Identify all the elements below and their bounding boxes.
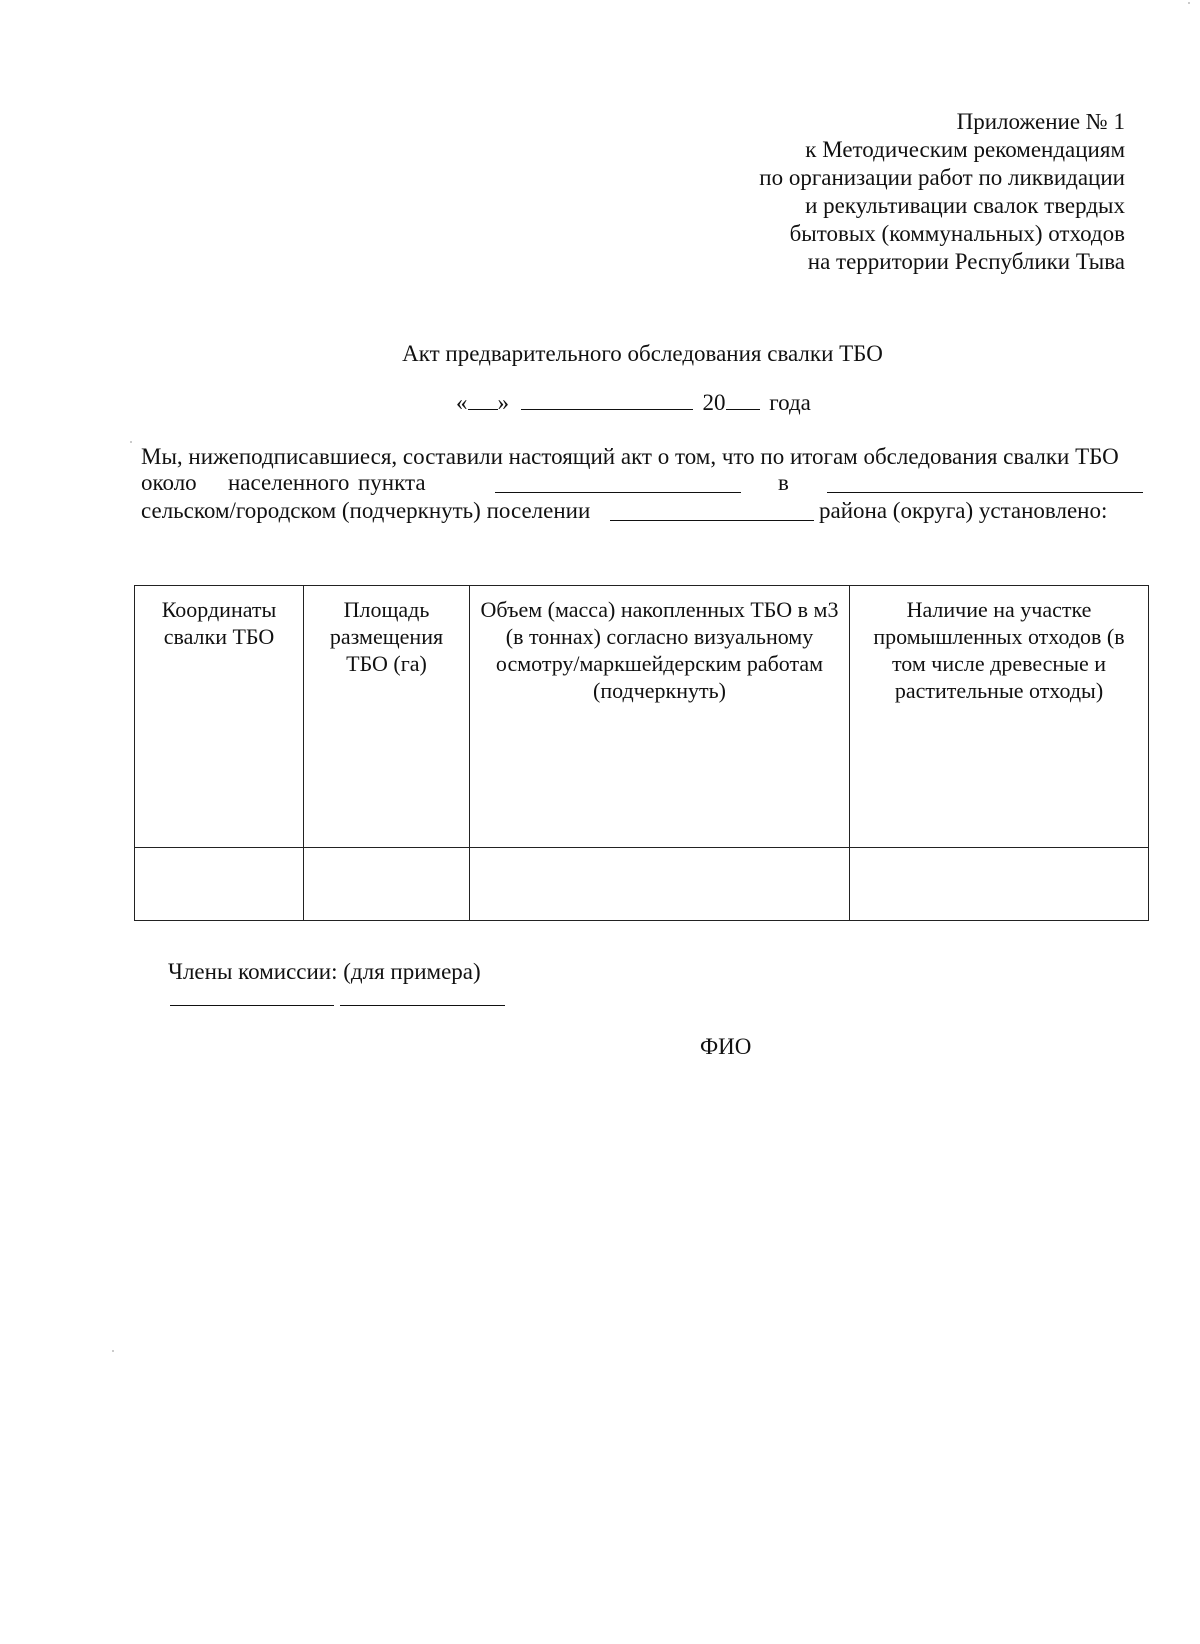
header-area: Площадь размещения ТБО (га): [304, 586, 470, 848]
scan-speck: [1188, 2, 1190, 4]
word-naselennogo: населенного: [228, 470, 350, 495]
appendix-line: к Методическим рекомендациям: [805, 137, 1125, 162]
settlement-blank: [495, 472, 741, 493]
header-coordinates: Координаты свалки ТБО: [135, 586, 304, 848]
cell-area[interactable]: [304, 848, 470, 921]
header-industrial-waste: Наличие на участке промышленных отходов (в том числе древесные и растительные отходы): [850, 586, 1149, 848]
appendix-line: по организации работ по ликвидации: [759, 165, 1125, 190]
survey-table: [134, 585, 1149, 921]
appendix-header: [525, 108, 1125, 276]
cell-industrial-waste[interactable]: [850, 848, 1149, 921]
district-text: района (округа) установлено:: [819, 498, 1108, 523]
appendix-line: бытовых (коммунальных) отходов: [789, 221, 1125, 246]
cell-volume[interactable]: [470, 848, 850, 921]
body-line-1: Мы, нижеподписавшиеся, составили настоящий акт о том, что по итогам обследования свалки ТБО: [141, 444, 1119, 469]
signature-line[interactable]: [340, 1005, 505, 1006]
cell-coordinates[interactable]: [135, 848, 304, 921]
signature-line[interactable]: [170, 1005, 334, 1006]
word-v: в: [778, 470, 789, 495]
word-okolo: около: [141, 470, 197, 495]
close-quote: »: [497, 390, 509, 415]
appendix-line: Приложение № 1: [956, 109, 1125, 134]
table-header-row: [135, 586, 1149, 848]
year-prefix: 20: [702, 390, 726, 415]
commission-label: Члены комиссии: (для примера): [168, 959, 481, 984]
scan-speck: [112, 1350, 114, 1352]
header-volume: Объем (масса) накопленных ТБО в м3 (в тоннах) согласно визуальному осмотру/маркшейдерским работам (подчеркнуть): [470, 586, 850, 848]
district-blank: [610, 500, 814, 521]
municipality-blank: [827, 472, 1143, 493]
fio-label: ФИО: [700, 1034, 752, 1059]
year-blank: [726, 389, 760, 410]
month-blank: [521, 389, 693, 410]
settlement-type-text: сельском/городском (подчеркнуть) поселении: [141, 498, 591, 523]
word-punkta: пункта: [358, 470, 426, 495]
appendix-line: на территории Республики Тыва: [807, 249, 1125, 274]
year-suffix: года: [769, 390, 811, 415]
table-row: [135, 848, 1149, 921]
appendix-line: и рекультивации свалок твердых: [805, 193, 1125, 218]
document-title: Акт предварительного обследования свалки ТБО: [402, 341, 883, 366]
scan-speck: [130, 441, 132, 443]
date-line: [456, 389, 811, 417]
open-quote: «: [456, 390, 468, 415]
day-blank: [468, 389, 498, 410]
